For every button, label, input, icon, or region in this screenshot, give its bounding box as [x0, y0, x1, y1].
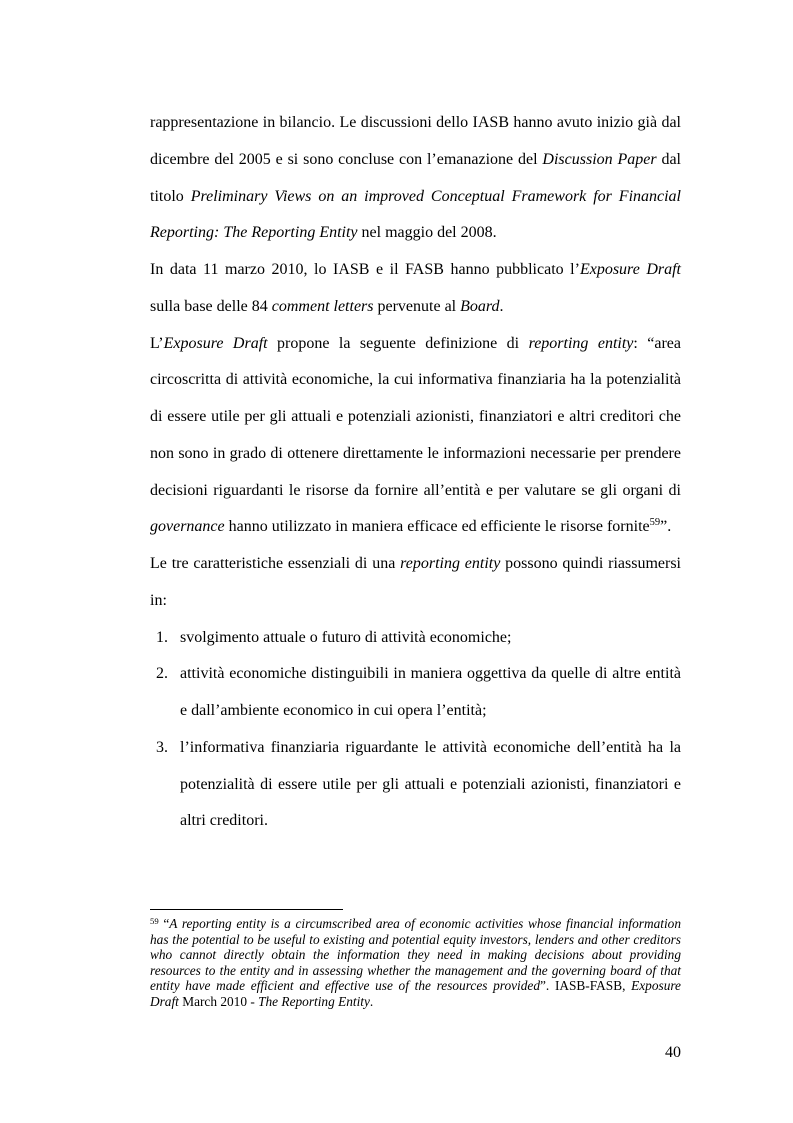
- italic-run: reporting entity: [528, 334, 634, 352]
- italic-run: has the potential to be useful to existing and potential equity investors, lenders and other creditors: [150, 931, 681, 947]
- footnote-marker: 59: [150, 916, 159, 926]
- body-line: [150, 436, 681, 473]
- text-run: decisioni riguardanti le risorse da fornire all’entità e per valutare se gli organi di: [150, 481, 681, 499]
- list-item-line: svolgimento attuale o futuro di attività economiche;: [180, 628, 512, 646]
- text-run: In data 11 marzo 2010, lo IASB e il FASB hanno pubblicato l’: [150, 261, 580, 278]
- text-run: .: [499, 297, 504, 315]
- list-number: 1.: [156, 628, 168, 646]
- body-line: [150, 546, 681, 583]
- text-run: L’: [150, 334, 164, 352]
- body-line: [150, 583, 681, 620]
- italic-run: Preliminary Views on an improved Conceptual Framework for Financial: [190, 187, 682, 205]
- italic-run: Draft: [150, 993, 179, 1009]
- italic-run: The Reporting Entity: [258, 993, 370, 1009]
- footnote-reference: 59: [649, 517, 661, 529]
- footnote-line: [150, 963, 681, 979]
- footnote-line: [150, 916, 681, 932]
- italic-run: entity have made efficient and effective use of the resources provided: [150, 978, 540, 994]
- body-line: [150, 509, 681, 546]
- text-run: dal: [656, 150, 681, 168]
- list-number: 3.: [156, 738, 168, 756]
- text-run: in:: [150, 591, 167, 609]
- text-run: nel maggio del 2008.: [357, 224, 497, 242]
- list-item-line: e dall’ambiente economico in cui opera l’entità;: [180, 702, 487, 719]
- body-text: [150, 105, 681, 840]
- list-item-line: attività economiche distinguibili in maniera oggettiva da quelle di altre entità: [180, 665, 681, 683]
- italic-run: governance: [150, 518, 225, 536]
- body-line: [150, 142, 681, 179]
- body-line: [150, 252, 681, 289]
- italic-run: A reporting entity is a circumscribed area of economic activities whose financial information: [169, 916, 681, 931]
- italic-run: Exposure: [631, 978, 681, 994]
- list-number: 2.: [156, 665, 168, 683]
- footnote-line: [150, 932, 681, 948]
- list-item-line: potenzialità di essere utile per gli attuali e potenziali azionisti, finanziatori e: [180, 775, 681, 793]
- text-run: dicembre del 2005 e si sono concluse con l’emanazione del: [150, 150, 543, 168]
- text-run: propone la seguente definizione di: [267, 334, 529, 352]
- text-run: ”.: [660, 518, 672, 536]
- text-run: titolo: [150, 187, 191, 205]
- list-item: [150, 656, 681, 730]
- list-item: [150, 620, 681, 657]
- text-run: ”. IASB-FASB,: [540, 978, 632, 994]
- text-run: Le tre caratteristiche essenziali di una: [150, 555, 401, 572]
- italic-run: reporting entity: [400, 555, 501, 572]
- body-line: [150, 473, 681, 510]
- body-line: [150, 362, 681, 399]
- list-item: [150, 730, 681, 840]
- italic-run: Exposure Draft: [163, 334, 268, 352]
- text-run: : “area: [633, 334, 682, 352]
- text-run: hanno utilizzato in maniera efficace ed efficiente le risorse fornite: [224, 518, 650, 536]
- italic-run: Exposure Draft: [579, 261, 681, 278]
- text-run: .: [369, 993, 374, 1009]
- italic-run: Board: [460, 297, 500, 315]
- italic-run: comment letters: [271, 297, 374, 315]
- footnote: [150, 916, 681, 1010]
- text-run: rappresentazione in bilancio. Le discussioni dello IASB hanno avuto inizio già dal: [150, 114, 681, 131]
- footnote-line: [150, 947, 681, 963]
- body-line: [150, 105, 681, 142]
- body-line: [150, 326, 681, 363]
- text-run: pervenute al: [373, 297, 461, 315]
- page-number: 40: [665, 1044, 681, 1061]
- italic-run: Reporting: The Reporting Entity: [150, 224, 358, 242]
- text-run: possono quindi riassumersi: [500, 555, 681, 572]
- italic-run: Discussion Paper: [542, 150, 657, 168]
- body-line: [150, 289, 681, 326]
- footnote-line: [150, 978, 681, 994]
- text-run: “: [158, 916, 170, 931]
- text-run: non sono in grado di ottenere direttamente le informazioni necessarie per prendere: [150, 444, 681, 462]
- text-run: di essere utile per gli attuali e potenziali azionisti, finanziatori e altri creditori che: [150, 408, 681, 425]
- text-run: circoscritta di attività economiche, la cui informativa finanziaria ha la potenzialità: [150, 371, 681, 389]
- text-run: sulla base delle 84: [150, 297, 272, 315]
- italic-run: resources to the entity and in assessing whether the management and the governing board of that: [150, 962, 681, 978]
- italic-run: who cannot directly obtain the information they need in making decisions about providing: [150, 947, 681, 963]
- body-line: [150, 179, 681, 216]
- text-run: March 2010 -: [178, 993, 259, 1009]
- list-item-line: l’informativa finanziaria riguardante le attività economiche dell’entità ha la: [180, 738, 681, 756]
- footnote-separator: [150, 909, 343, 910]
- body-line: [150, 215, 681, 252]
- list-item-line: altri creditori.: [180, 812, 268, 830]
- characteristics-list: [150, 620, 681, 841]
- footnote-line: [150, 994, 681, 1010]
- body-line: [150, 399, 681, 436]
